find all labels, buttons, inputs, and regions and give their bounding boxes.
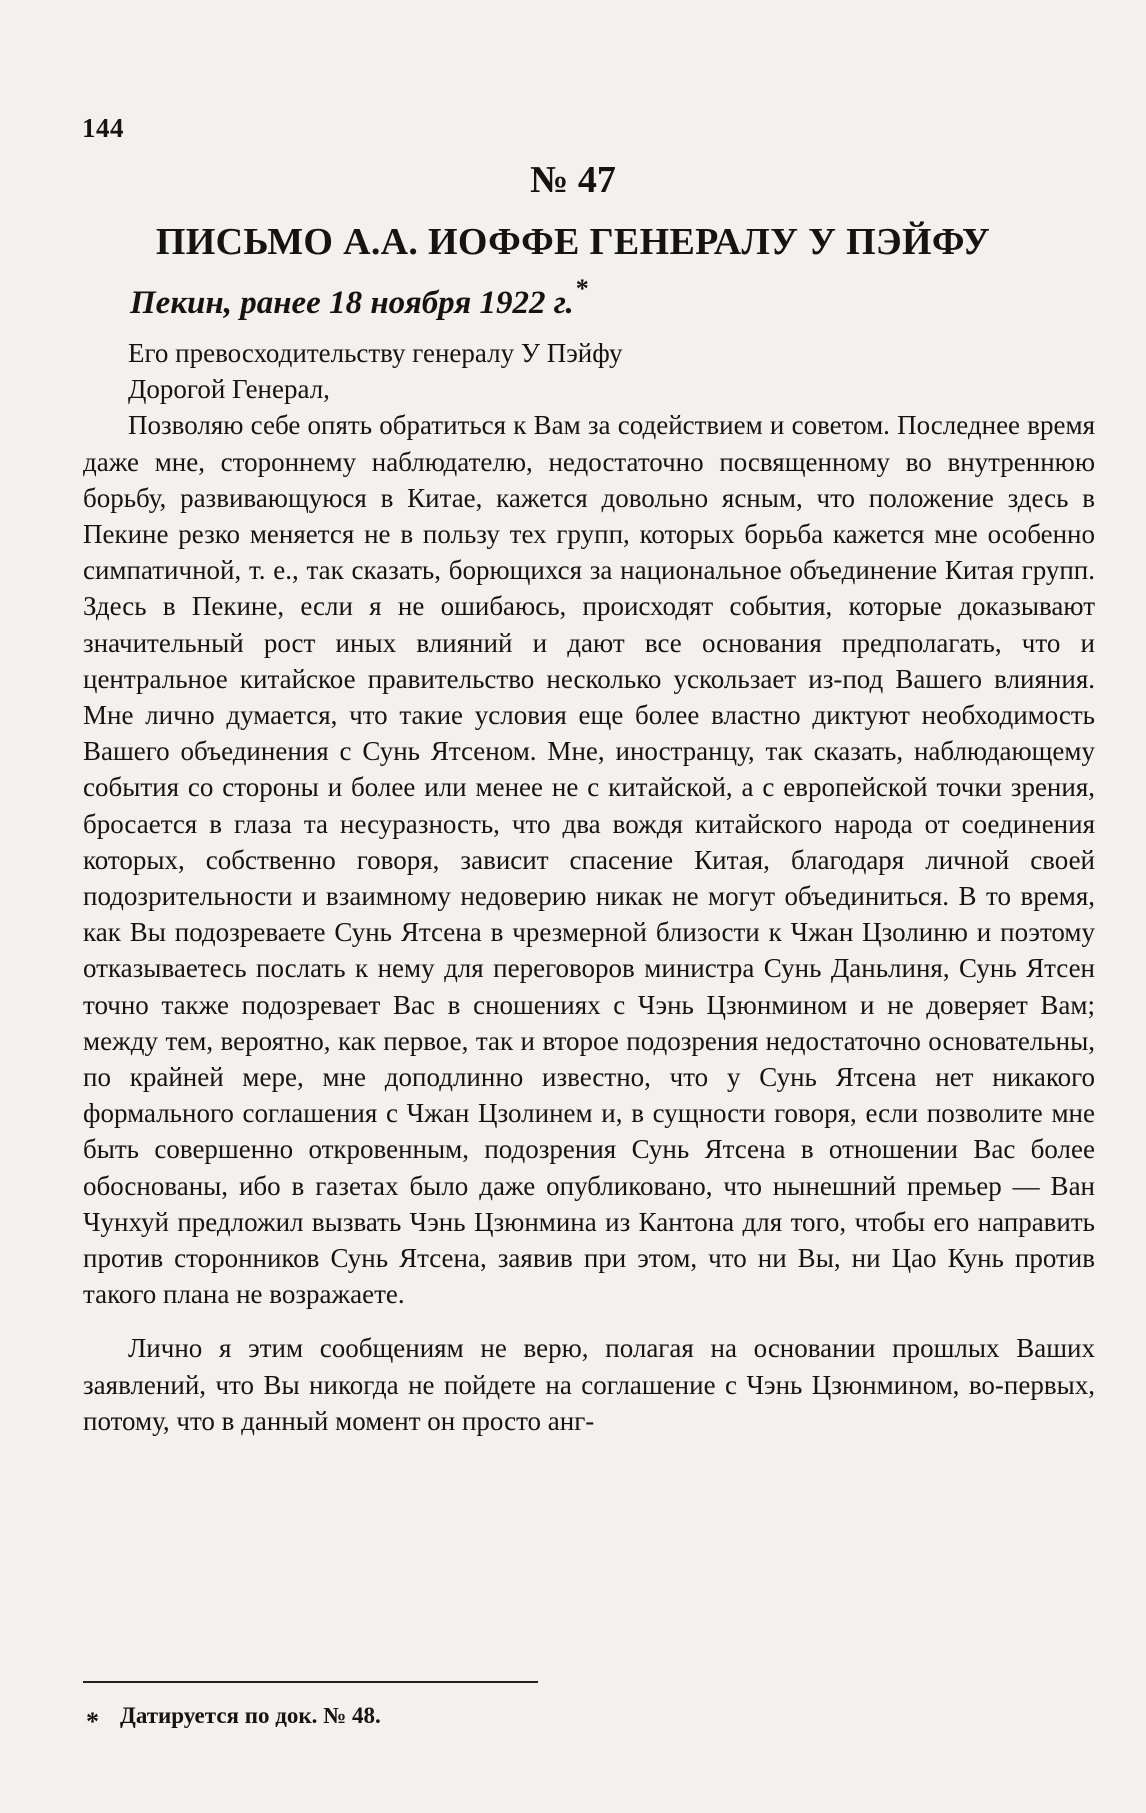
footnote-text: Датируется по док. № 48.	[120, 1703, 381, 1728]
dateline-footnote-mark: *	[575, 274, 589, 303]
letter-paragraph: Позволяю себе опять обратиться к Вам за содействием и советом. Последнее время даже мне, стороннему наблюдателю, недостаточно посвященному во внутреннюю борьбу, развивающуюся в Китае, кажется довольно ясным, что положение здесь в Пекине резко меняется не в пользу тех групп, которых борьба кажется мне особенно симпатичной, т. е., так сказать, борющихся за национальное объединение Китая групп. Здесь в Пекине, если я не ошибаюсь, происходят события, которые доказывают значительный рост иных влияний и дают все основания предполагать, что и центральное китайское правительство несколько ускользает из-под Вашего влияния. Мне лично думается, что такие условия еще более властно диктуют необходимость Вашего объединения с Сунь Ятсеном. Мне, иностранцу, так сказать, наблюдающему события со стороны и более или менее не с китайской, а с европейской точки зрения, бросается в глаза та несуразность, что два вождя китайского народа от соединения которых, собственно говоря, зависит спасение Китая, благодаря личной своей подозрительности и взаимному недоверию никак не могут объединиться. В то время, как Вы подозреваете Сунь Ятсена в чрезмерной близости к Чжан Цзолиню и поэтому отказываетесь послать к нему для переговоров министра Сунь Даньлиня, Сунь Ятсен точно также подозревает Вас в сношениях с Чэнь Цзюнмином и не доверяет Вам; между тем, вероятно, как первое, так и второе подозрения недостаточно основательны, по крайней мере, мне доподлинно известно, что у Сунь Ятсена нет никакого формального соглашения с Чжан Цзолинем и, в сущности говоря, если позволите мне быть совершенно откровенным, подозрения Сунь Ятсена в отношении Вас более обоснованы, ибо в газетах было даже опубликовано, что нынешний премьер — Ван Чунхуй предложил вызвать Чэнь Цзюнмина из Кантона для того, чтобы его направить против сторонников Сунь Ятсена, заявив при этом, что ни Вы, ни Цао Кунь против такого плана не возражаете.	[83, 410, 1095, 1310]
dateline	[130, 274, 589, 322]
document-title: ПИСЬМО А.А. ИОФФЕ ГЕНЕРАЛУ У ПЭЙФУ	[155, 221, 991, 263]
footnote-mark: *	[86, 1707, 99, 1736]
letter-addressee: Его превосходительству генералу У Пэйфу	[128, 338, 623, 368]
document-number: № 47	[530, 159, 616, 201]
footnote-divider	[83, 1681, 538, 1683]
footnote	[86, 1703, 381, 1736]
letter-body	[83, 335, 1095, 1439]
page-number: 144	[82, 113, 124, 143]
letter-paragraph: Лично я этим сообщениям не верю, полагая на основании прошлых Ваших заявлений, что Вы никогда не пойдете на соглашение с Чэнь Цзюнмином, во-первых, потому, что в данный момент он просто анг-	[83, 1333, 1095, 1436]
dateline-text: Пекин, ранее 18 ноября 1922 г.	[130, 285, 574, 321]
letter-salutation: Дорогой Генерал,	[128, 374, 330, 405]
